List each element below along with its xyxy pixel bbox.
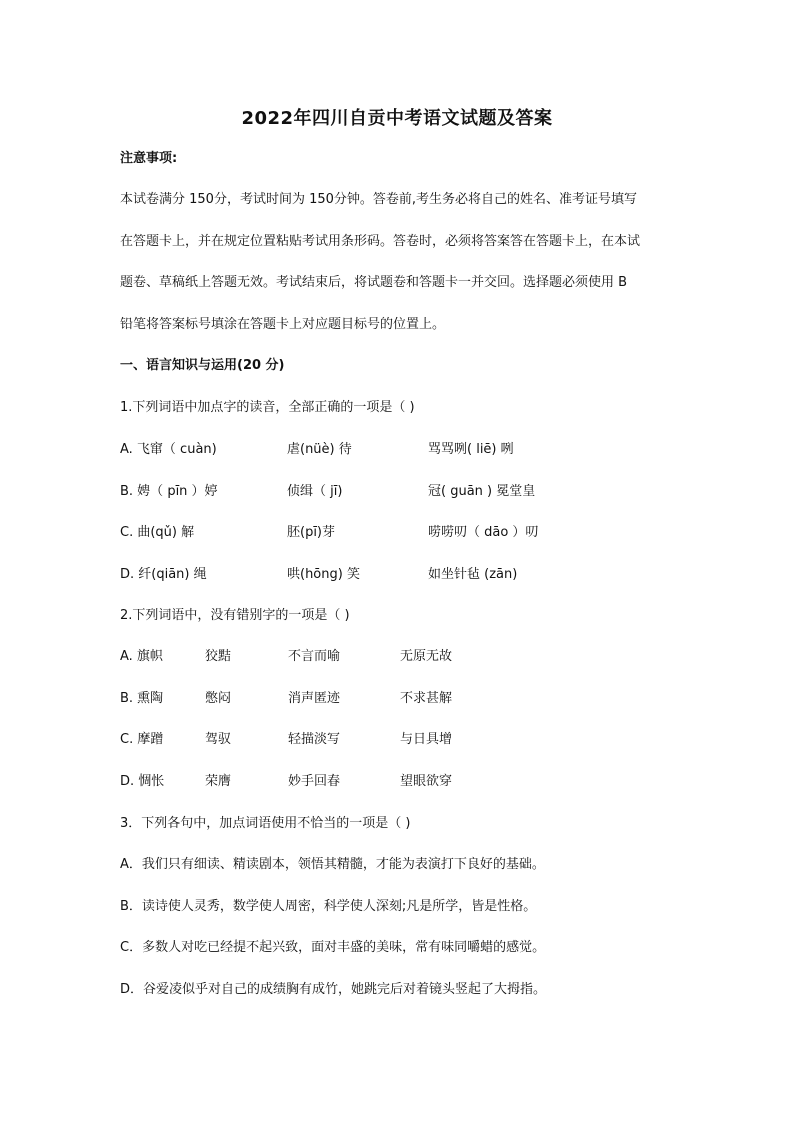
option-cell: 唠唠叨（ dāo ）叨 — [428, 525, 539, 540]
option-cell: 憋闷 — [205, 691, 232, 706]
option-cell: C. 摩蹭 — [120, 732, 164, 747]
option-cell: 胚(pī)芽 — [287, 525, 336, 540]
option-cell: 哄(hōng) 笑 — [287, 567, 360, 582]
question-2-stem: 2.下列词语中，没有错别字的一项是（ ) — [120, 608, 350, 623]
notice-line: 题卷、草稿纸上答题无效。考试结束后，将试题卷和答题卡一并交回。选择题必须使用 B — [120, 275, 628, 290]
option-cell: 消声匿迹 — [288, 691, 341, 706]
option-cell: 侦缉（ jī) — [287, 484, 343, 499]
option-cell: 驾驭 — [205, 732, 232, 747]
option-cell: 轻描淡写 — [288, 732, 341, 747]
question-1-stem: 1.下列词语中加点字的读音，全部正确的一项是（ ) — [120, 400, 415, 415]
notice-line: 在答题卡上，并在规定位置粘贴考试用条形码。答卷时，必须将答案答在答题卡上，在本试 — [120, 234, 641, 249]
notice-heading: 注意事项: — [120, 151, 178, 166]
option-cell: 不求甚解 — [400, 691, 453, 706]
option-cell: 不言而喻 — [288, 649, 341, 664]
option-cell: D. 纤(qiān) 绳 — [120, 567, 207, 582]
option-cell: B. 熏陶 — [120, 691, 164, 706]
option-cell: 荣膺 — [205, 774, 232, 789]
option-cell: B. 娉（ pīn ）婷 — [120, 484, 218, 499]
option-cell: 虐(nüè) 待 — [287, 442, 352, 457]
page-title: 2022年四川自贡中考语文试题及答案 — [241, 108, 553, 129]
section-heading: 一、语言知识与运用(20 分) — [120, 358, 285, 373]
option-cell: D. 惆怅 — [120, 774, 165, 789]
option-cell: 妙手回春 — [288, 774, 341, 789]
option-cell: 望眼欲穿 — [400, 774, 453, 789]
option-cell: 骂骂咧( liē) 咧 — [428, 442, 514, 457]
question-3-stem: 3．下列各句中，加点词语使用不恰当的一项是（ ) — [120, 816, 411, 831]
question-3-option-d: D．谷爱凌似乎对自己的成绩胸有成竹，她跳完后对着镜头竖起了大拇指。 — [120, 982, 547, 997]
option-cell: 冠( guān ) 冕堂皇 — [428, 484, 536, 499]
question-3-option-b: B．读诗使人灵秀，数学使人周密，科学使人深刻;凡是所学，皆是性格。 — [120, 899, 537, 914]
option-cell: 如坐针毡 (zān) — [428, 567, 518, 582]
question-3-option-c: C．多数人对吃已经提不起兴致，面对丰盛的美味，常有味同嚼蜡的感觉。 — [120, 940, 546, 955]
option-cell: 无原无故 — [400, 649, 453, 664]
notice-line: 铅笔将答案标号填涂在答题卡上对应题目标号的位置上。 — [120, 317, 446, 332]
option-cell: A. 旗帜 — [120, 649, 163, 664]
option-cell: C. 曲(qǔ) 解 — [120, 525, 195, 540]
question-3-option-a: A．我们只有细读、精读剧本，领悟其精髓，才能为表演打下良好的基础。 — [120, 857, 545, 872]
notice-line: 本试卷满分 150分，考试时间为 150分钟。答卷前,考生务必将自己的姓名、准考证号填写 — [120, 192, 638, 207]
option-cell: A. 飞窜（ cuàn) — [120, 442, 217, 457]
option-cell: 与日具增 — [400, 732, 453, 747]
option-cell: 狡黠 — [205, 649, 232, 664]
